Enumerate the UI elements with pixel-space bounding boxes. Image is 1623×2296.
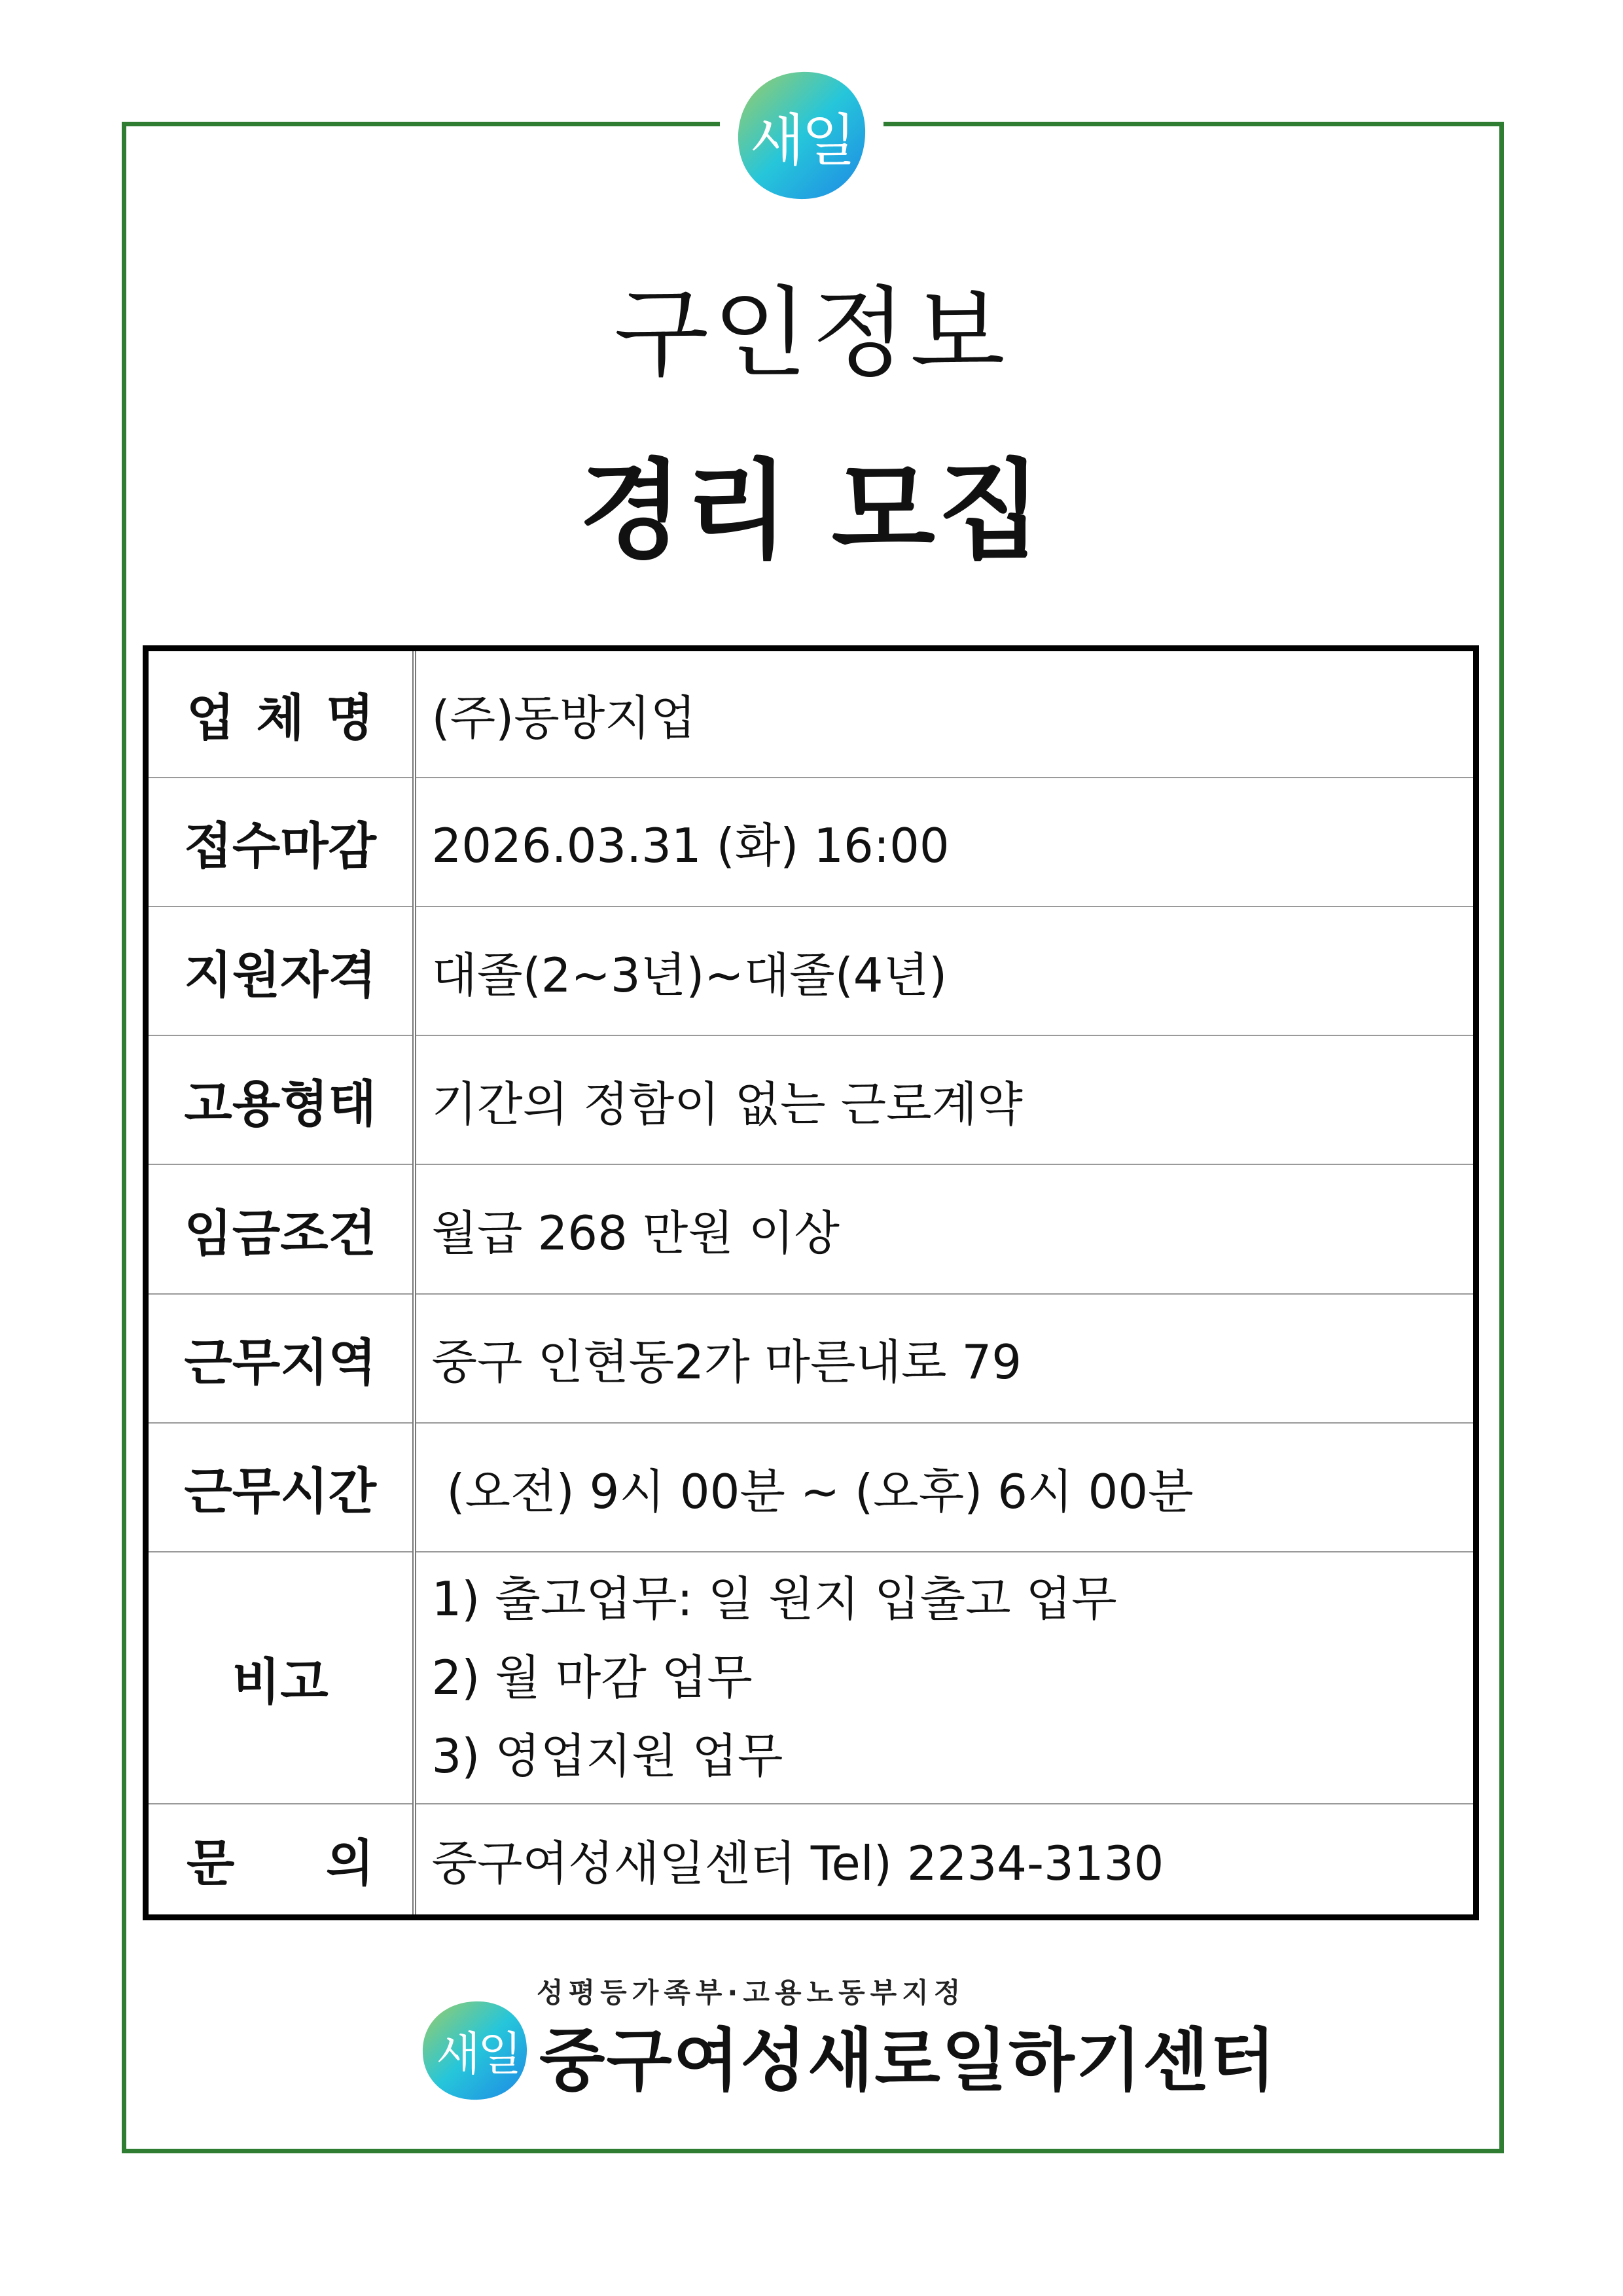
table-row [146,649,1476,778]
row-label: 고용형태 [146,1035,414,1164]
work-hours-value: (오전) 9시 00분 ~ (오후) 6시 00분 [414,1423,1476,1552]
center-name: 중구여성새로일하기센터 [539,2020,1277,2100]
row-label: 근무지역 [146,1294,414,1423]
work-location-value: 중구 인현동2가 마른내로 79 [414,1294,1476,1423]
salary-value: 월급 268 만원 이상 [414,1164,1476,1293]
remarks-line: 2) 월 마감 업무 [431,1650,753,1706]
page-subtitle: 구인정보 [614,277,1009,391]
table-row [146,1164,1476,1293]
table-row [146,1552,1476,1803]
table-row [146,1294,1476,1423]
remarks-line: 1) 출고업무: 일 원지 입출고 업무 [431,1571,1117,1627]
deadline-value: 2026.03.31 (화) 16:00 [414,778,1476,906]
table-row [146,1804,1476,1918]
row-label: 업 체 명 [146,649,414,778]
table-row [146,906,1476,1035]
table-row [146,1423,1476,1552]
table-row [146,778,1476,906]
saeil-logo-icon [733,67,870,204]
row-label [146,1804,414,1918]
footer-logo-icon [419,1998,537,2102]
row-label-left: 문 [187,1834,235,1893]
remarks-value [414,1552,1476,1803]
employment-type-value: 기간의 정함이 없는 근로계약 [414,1035,1476,1164]
logo-text: 새일 [749,108,854,173]
page-title: 경리 모집 [579,448,1044,573]
row-label: 비고 [146,1552,414,1803]
row-label: 지원자격 [146,906,414,1035]
row-label: 근무시간 [146,1423,414,1552]
row-label: 임금조건 [146,1164,414,1293]
footer-logo-text: 새일 [436,2026,520,2081]
footer-designation: 성평등가족부·고용노동부지정 [537,1977,966,2009]
row-label-right: 의 [326,1834,374,1893]
row-label: 접수마감 [146,778,414,906]
top-logo [720,60,883,211]
qualification-value: 대졸(2~3년)~대졸(4년) [414,906,1476,1035]
remarks-line: 3) 영업지원 업무 [431,1729,783,1784]
contact-value: 중구여성새일센터 Tel) 2234-3130 [431,1835,1164,1891]
table-row [146,1035,1476,1164]
company-name-value: (주)동방지업 [414,649,1476,778]
job-info-table [143,645,1479,1920]
